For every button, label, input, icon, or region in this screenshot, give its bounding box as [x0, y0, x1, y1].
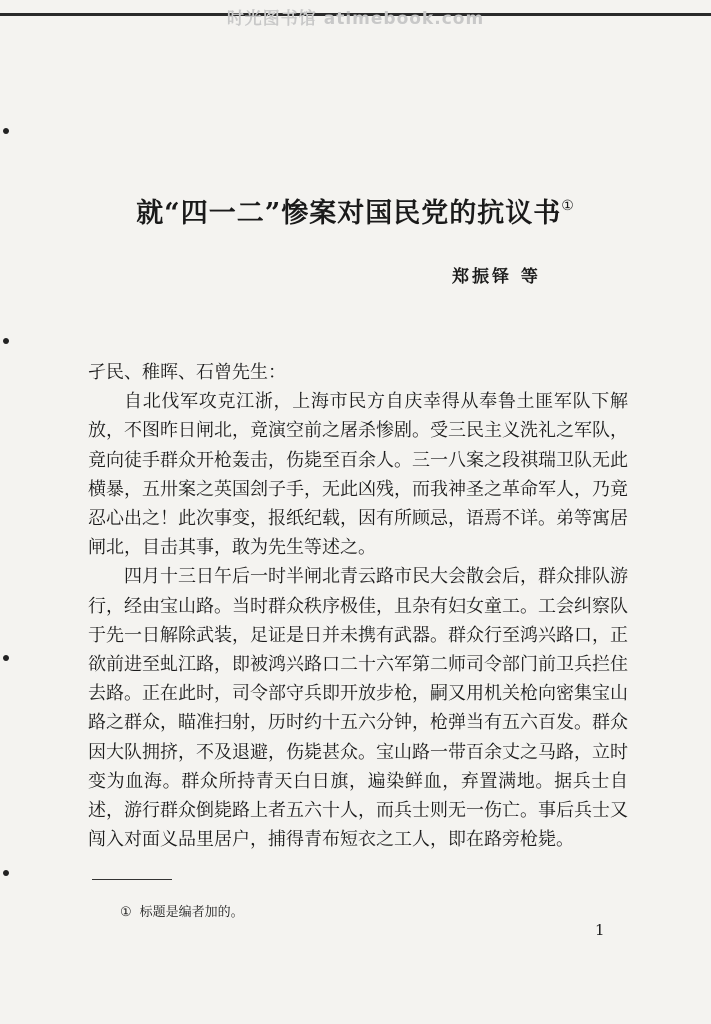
footnote-text: 标题是编者加的。 — [139, 905, 244, 920]
footnote — [120, 901, 244, 920]
margin-dot — [3, 870, 9, 876]
title-footnote-mark: ① — [561, 198, 575, 214]
footnote-rule — [92, 879, 172, 880]
margin-dot — [3, 655, 9, 661]
letter-body — [88, 358, 628, 854]
title-text: 就“四一二”惨案对国民党的抗议书 — [136, 198, 562, 229]
margin-dot — [3, 128, 9, 134]
watermark: 时光图书馆 atimebook.com — [226, 9, 485, 29]
margin-dot — [3, 338, 9, 344]
page-number: 1 — [595, 921, 605, 939]
author: 郑振铎 等 — [452, 267, 541, 287]
page-title — [0, 191, 711, 230]
footnote-mark: ① — [120, 905, 132, 920]
salutation: 孑民、稚晖、石曾先生： — [88, 362, 286, 383]
paragraph: 四月十三日午后一时半闸北青云路市民大会散会后，群众排队游行，经由宝山路。当时群众秩序极佳，且杂有妇女童工。工会纠察队于先一日解除武装，足证是日并未携有武器。群众行至鸿兴路口，正欲前进至虬江路，即被鸿兴路口二十六军第二师司令部门前卫兵拦住去路。正在此时，司令部守兵即开放步枪，嗣又用机关枪向密集宝山路之群众，瞄准扫射，历时约十五六分钟，枪弹当有五六百发。群众因大队拥挤，不及退避，伤毙甚众。宝山路一带百余丈之马路，立时变为血海。群众所持青天白日旗，遍染鲜血，弃置满地。据兵士自述，游行群众倒毙路上者五六十人，而兵士则无一伤亡。事后兵士又闯入对面义品里居户，捕得青布短衣之工人，即在路旁枪毙。 — [88, 566, 628, 851]
paragraph: 自北伐军攻克江浙，上海市民方自庆幸得从奉鲁土匪军队下解放，不图昨日闸北，竟演空前之屠杀惨剧。受三民主义洗礼之军队，竟向徒手群众开枪轰击，伤毙至百余人。三一八案之段祺瑞卫队无此横暴，五卅案之英国刽子手，无此凶残，而我神圣之革命军人，乃竟忍心出之！此次事变，报纸纪载，因有所顾忌，语焉不详。弟等寓居闸北，目击其事，敢为先生等述之。 — [88, 391, 628, 559]
